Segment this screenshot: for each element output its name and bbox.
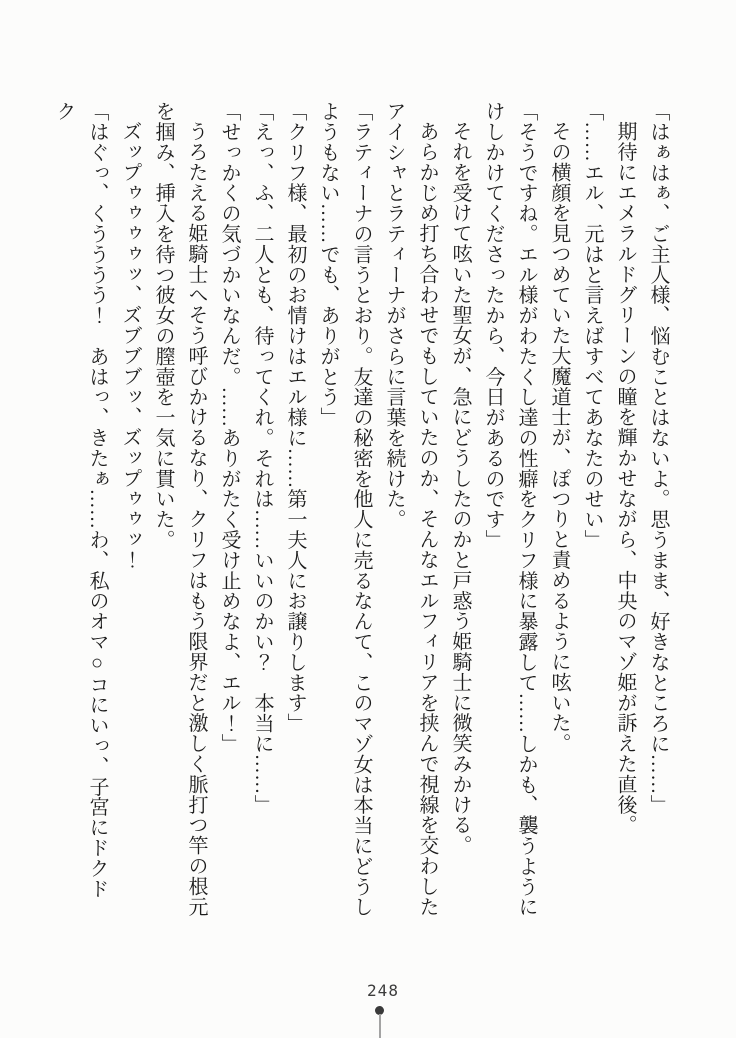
vertical-text-area (47, 101, 674, 917)
narrative-paragraph: ズップゥゥゥゥッ、ズブブブッ、ズップゥゥッ！ (119, 121, 141, 570)
footer-marker-line (379, 1014, 381, 1038)
narrative-paragraph: その横顔を見つめていた大魔道士が、ぽつりと責めるように呟いた。 (548, 121, 570, 754)
dialogue-paragraph: 「そうですね。エル様がわたくし達の性癖をクリフ様に暴露して……しかも、襲うようにけしかけてくださったから、今日があるのです」 (482, 101, 537, 917)
narrative-paragraph: それを受けて呟いた聖女が、急にどうしたのかと戸惑う姫騎士に微笑みかける。 (449, 121, 471, 856)
narrative-paragraph: あらかじめ打ち合わせでもしていたのか、そんなエルフィリアを挟んで視線を交わしたアイシャとラティーナがさらに言葉を続けた。 (383, 101, 438, 917)
dialogue-paragraph: 「はぐっ、くうううう！ あはっ、きたぁ……わ、私のオマ○コにいっ、子宮にドクドク (53, 101, 108, 899)
narrative-paragraph: うろたえる姫騎士へそう呼びかけるなり、クリフはもう限界だと激しく脈打つ竿の根元を掴み、挿入を待つ彼女の膣壺を一気に貫いた。 (152, 101, 207, 917)
narrative-paragraph: 期待にエメラルドグリーンの瞳を輝かせながら、中央のマゾ姫が訴えた直後。 (614, 121, 636, 835)
dialogue-paragraph: 「はぁはぁ、ご主人様、悩むことはないよ。思うまま、好きなところに……」 (647, 101, 669, 815)
dialogue-paragraph: 「えっ、ふ、二人とも、待ってくれ。それは……いいのかい？ 本当に……」 (251, 101, 273, 815)
page-number: 248 (367, 981, 399, 1000)
dialogue-paragraph: 「せっかくの気づかいなんだ。……ありがたく受け止めなよ、エル！」 (218, 101, 240, 754)
dialogue-paragraph: 「クリフ様、最初のお情けはエル様に……第一夫人にお譲りします」 (284, 101, 306, 734)
dialogue-paragraph: 「……エル、元はと言えばすべてあなたのせい」 (581, 101, 603, 550)
dialogue-paragraph: 「ラティーナの言うとおり。友達の秘密を他人に売るなんて、このマゾ女は本当にどうしようもない……でも、ありがとう」 (317, 101, 372, 917)
